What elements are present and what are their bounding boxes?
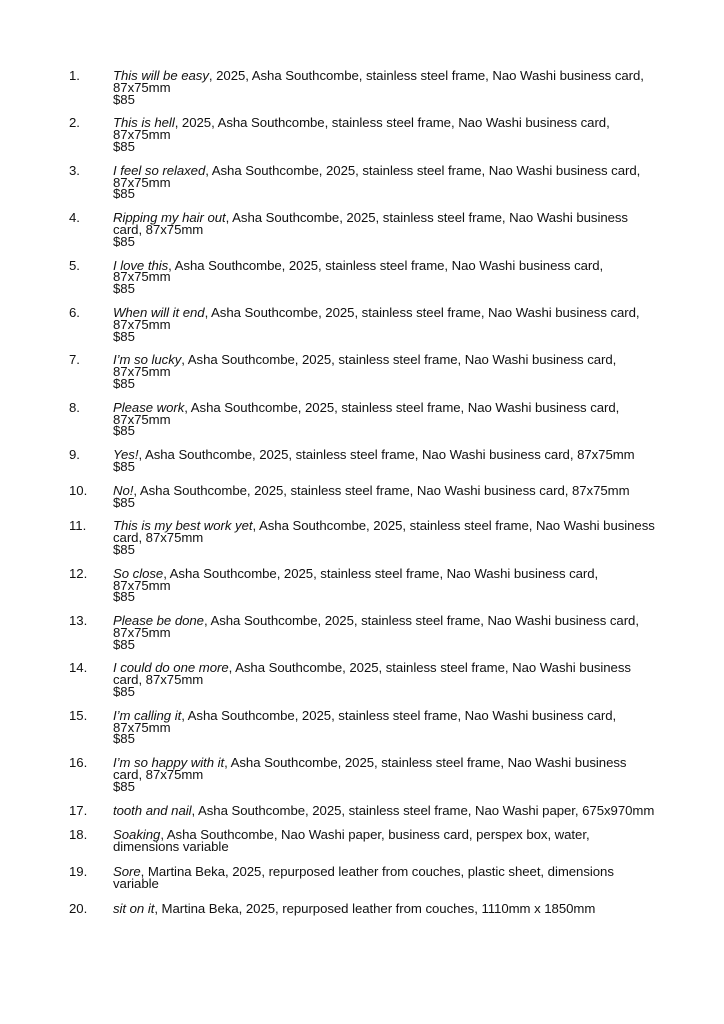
entry-number: 18.: [69, 827, 88, 843]
entry-price: $85: [113, 138, 135, 154]
entry-details: , Asha Southcombe, 2025, stainless steel frame, Nao Washi business card, 87x75mm: [113, 210, 628, 237]
entry-number: 12.: [69, 565, 88, 581]
artwork-entry: [0, 162, 724, 202]
entry-price: $85: [113, 589, 135, 605]
entry-price: $85: [113, 91, 135, 107]
artwork-entry: [0, 829, 724, 853]
entry-text: [113, 757, 659, 792]
entry-title: This is hell: [113, 115, 175, 131]
entry-number: 16.: [69, 755, 88, 771]
entry-details: , Asha Southcombe, Nao Washi paper, business card, perspex box, water, dimensions variable: [113, 827, 590, 855]
entry-number: 19.: [69, 864, 88, 880]
entry-number: 13.: [69, 613, 88, 629]
entry-text: [113, 70, 659, 105]
entry-details: , Asha Southcombe, 2025, stainless steel frame, Nao Washi business card, 87x75mm: [113, 707, 617, 735]
entry-number: 14.: [69, 660, 88, 676]
entry-number: 3.: [69, 162, 80, 178]
entry-text: [113, 900, 659, 916]
entry-details: , Asha Southcombe, 2025, stainless steel frame, Nao Washi business card, 87x75mm: [113, 660, 631, 688]
artwork-entry: [0, 707, 724, 747]
entry-text: [113, 866, 659, 890]
entry-price: $85: [113, 684, 135, 700]
artwork-entry: [0, 117, 724, 152]
entry-number: 8.: [69, 399, 80, 415]
entry-number: 17.: [69, 802, 88, 818]
entry-number: 9.: [69, 447, 80, 463]
artwork-entry: [0, 802, 724, 818]
entry-details: , Asha Southcombe, 2025, stainless steel frame, Nao Washi business card, 87x75mm: [133, 482, 630, 498]
entry-price: $85: [113, 541, 135, 557]
entry-price: $85: [113, 233, 135, 249]
entry-price: $85: [113, 281, 135, 297]
entry-details: , Martina Beka, 2025, repurposed leather from couches, 1110mm x 1850mm: [154, 900, 596, 916]
entry-text: [113, 449, 659, 473]
entry-details: , Asha Southcombe, 2025, stainless steel frame, Nao Washi business card, 87x75mm: [113, 755, 627, 783]
entry-number: 6.: [69, 304, 80, 320]
entry-price: $85: [113, 458, 135, 474]
entry-text: [113, 520, 659, 555]
entry-text: [113, 354, 659, 389]
artwork-entry: [0, 900, 724, 916]
artwork-entry: [0, 660, 724, 700]
artwork-entry: [0, 449, 724, 473]
entry-number: 20.: [69, 900, 88, 916]
entry-number: 10.: [69, 482, 88, 498]
entry-text: [113, 802, 659, 818]
entry-text: [113, 399, 659, 439]
entry-details: , Asha Southcombe, 2025, stainless steel frame, Nao Washi business card, 87x75mm: [138, 447, 635, 463]
entry-title: Ripping my hair out: [113, 210, 226, 226]
artwork-entry: [0, 257, 724, 297]
entry-price: $85: [113, 636, 135, 652]
entry-details: , 2025, Asha Southcombe, stainless steel frame, Nao Washi business card, 87x75mm: [113, 115, 610, 143]
entry-title: When will it end: [113, 304, 205, 320]
entry-title: tooth and nail: [113, 802, 192, 818]
artwork-entry: [0, 212, 724, 247]
artwork-entry: [0, 482, 724, 510]
entry-title: I feel so relaxed: [113, 162, 206, 178]
entry-title: Yes!: [113, 447, 139, 463]
entry-price: $85: [113, 423, 135, 439]
entry-title: So close: [113, 565, 164, 581]
entry-price: $85: [113, 375, 135, 391]
entry-price: $85: [113, 731, 135, 747]
entry-title: I’m so happy with it: [113, 755, 225, 771]
entry-title: I could do one more: [113, 660, 229, 676]
entry-details: , Asha Southcombe, 2025, stainless steel frame, Nao Washi business card, 87x75mm: [113, 352, 617, 380]
entry-number: 7.: [69, 352, 80, 368]
entry-title: This is my best work yet: [113, 518, 253, 534]
artwork-entry: [0, 565, 724, 605]
entry-number: 15.: [69, 707, 88, 723]
entry-text: [113, 304, 659, 344]
entry-details: , Asha Southcombe, 2025, stainless steel frame, Nao Washi business card, 87x75mm: [113, 399, 620, 427]
entry-title: Soaking: [113, 827, 161, 843]
artwork-entry: [0, 354, 724, 389]
entry-number: 2.: [69, 115, 80, 131]
entry-details: , Asha Southcombe, 2025, stainless steel frame, Nao Washi business card, 87x75mm: [113, 162, 641, 190]
entry-text: [113, 829, 659, 853]
entry-details: , Asha Southcombe, 2025, stainless steel frame, Nao Washi business card, 87x75mm: [113, 304, 640, 332]
entry-price: $85: [113, 328, 135, 344]
entry-details: , Asha Southcombe, 2025, stainless steel frame, Nao Washi business card, 87x75mm: [113, 565, 599, 593]
artwork-entry: [0, 70, 724, 105]
entry-number: 5.: [69, 257, 80, 273]
entry-text: [113, 482, 659, 510]
entry-details: , Asha Southcombe, 2025, stainless steel frame, Nao Washi business card, 87x75mm: [113, 613, 639, 640]
entry-text: [113, 257, 659, 297]
artwork-entry: [0, 304, 724, 344]
entry-price: $85: [113, 494, 135, 510]
entry-price: $85: [113, 186, 135, 202]
entry-title: Please work: [113, 399, 185, 415]
artwork-entry: [0, 866, 724, 890]
artwork-entry: [0, 757, 724, 792]
entry-title: I’m so lucky: [113, 352, 182, 368]
artwork-entry: [0, 520, 724, 555]
entry-text: [113, 615, 659, 650]
entry-details: , Martina Beka, 2025, repurposed leather from couches, plastic sheet, dimensions variable: [113, 864, 614, 891]
artwork-entry: [0, 615, 724, 650]
entry-title: Please be done: [113, 613, 204, 629]
entry-text: [113, 212, 659, 247]
artwork-entry: [0, 399, 724, 439]
entry-title: I’m calling it: [113, 707, 182, 723]
entry-text: [113, 565, 659, 605]
entry-number: 4.: [69, 210, 80, 226]
entry-text: [113, 707, 659, 747]
entry-text: [113, 162, 659, 202]
entry-text: [113, 660, 659, 700]
entry-number: 11.: [69, 518, 87, 534]
entry-price: $85: [113, 778, 135, 794]
entry-title: This will be easy: [113, 68, 209, 83]
entry-title: I love this: [113, 257, 169, 273]
entry-text: [113, 117, 659, 152]
entry-title: No!: [113, 482, 134, 498]
artwork-list: [0, 70, 724, 926]
entry-title: Sore: [113, 864, 141, 880]
entry-number: 1.: [69, 68, 80, 83]
entry-details: , Asha Southcombe, 2025, stainless steel frame, Nao Washi business card, 87x75mm: [113, 518, 655, 546]
entry-details: , Asha Southcombe, 2025, stainless steel frame, Nao Washi business card, 87x75mm: [113, 257, 604, 285]
entry-details: , 2025, Asha Southcombe, stainless steel frame, Nao Washi business card, 87x75mm: [113, 68, 644, 95]
entry-details: , Asha Southcombe, 2025, stainless steel frame, Nao Washi paper, 675x970mm: [191, 802, 655, 818]
entry-title: sit on it: [113, 900, 155, 916]
